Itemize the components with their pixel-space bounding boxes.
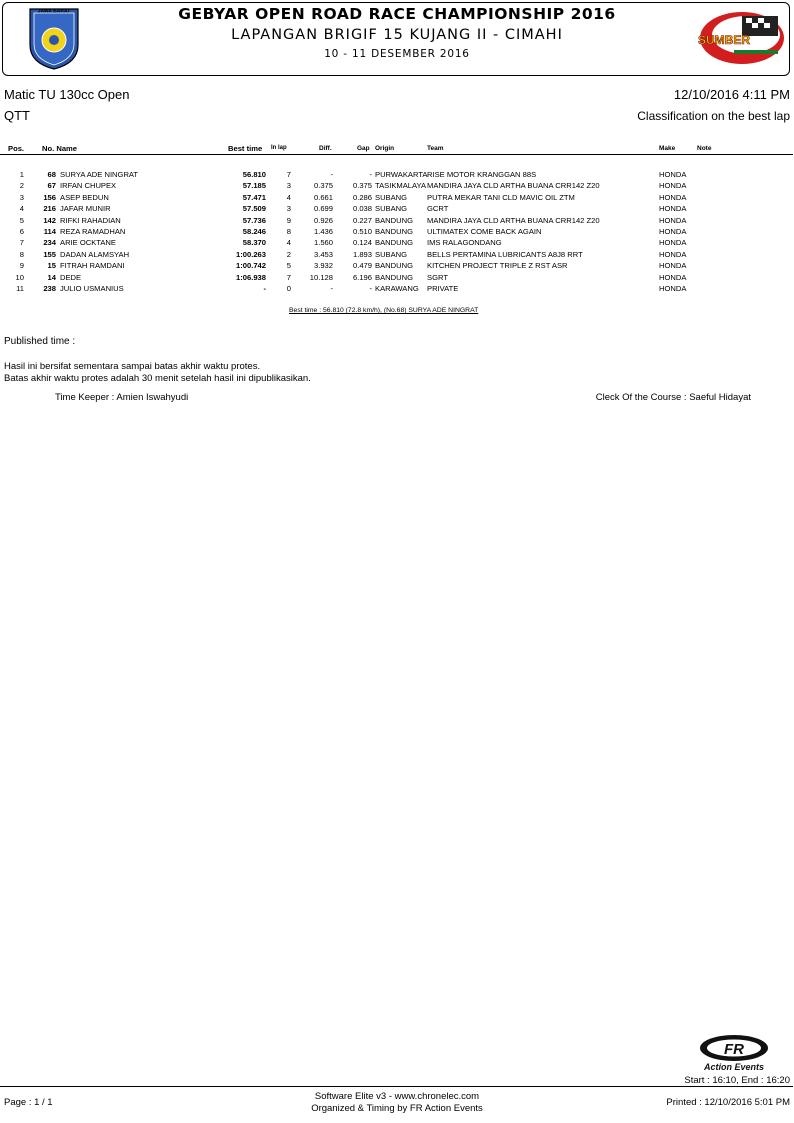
row-make: HONDA: [659, 261, 687, 271]
row-pos: 5: [19, 215, 24, 225]
row-best-time: 57.471: [242, 192, 266, 202]
row-best-time: 58.370: [242, 238, 266, 248]
row-gap: 0.124: [352, 238, 372, 248]
class-name: Matic TU 130cc Open: [4, 87, 130, 102]
table-header-rule: [0, 154, 793, 155]
row-origin: TASIKMALAYA: [375, 181, 427, 191]
row-gap: 0.510: [352, 227, 372, 236]
row-number: 68: [47, 170, 56, 179]
svg-text:JAWA BARAT: JAWA BARAT: [37, 8, 71, 15]
row-gap: -: [369, 284, 372, 293]
col-no-name: No. Name: [42, 144, 78, 153]
table-row: [0, 170, 794, 181]
table-row: [0, 250, 794, 261]
row-rider-name: SURYA ADE NINGRAT: [60, 170, 139, 179]
row-pos: 1: [19, 170, 24, 179]
row-in-lap: 7: [286, 272, 291, 282]
row-team: SGRT: [427, 272, 448, 282]
row-make: HONDA: [659, 170, 687, 179]
row-diff: 0.375: [313, 181, 333, 191]
sumber-sponsor-logo: [694, 8, 786, 68]
published-time: Published time :: [4, 336, 76, 347]
row-best-time: 58.246: [242, 227, 266, 236]
row-team: ULTIMATEX COME BACK AGAIN: [427, 227, 542, 236]
row-team: PUTRA MEKAR TANI CLD MAVIC OIL ZTM: [427, 192, 575, 202]
col-in-lap: In lap: [271, 145, 287, 151]
software-credit: Software Elite v3 - www.chronelec.com: [314, 1091, 480, 1102]
row-best-time: 1:06.938: [236, 272, 266, 282]
col-best-time: Best time: [228, 144, 263, 153]
row-origin: PURWAKARTA: [375, 170, 428, 179]
fr-action-events-logo: [697, 1032, 771, 1072]
row-make: HONDA: [659, 284, 687, 293]
row-origin: BANDUNG: [375, 238, 413, 248]
row-in-lap: 5: [286, 261, 291, 271]
row-rider-name: FITRAH RAMDANI: [60, 261, 125, 271]
row-rider-name: JAFAR MUNIR: [60, 204, 111, 214]
row-gap: 1.893: [352, 249, 372, 259]
row-diff: -: [330, 170, 333, 179]
row-rider-name: JULIO USMANIUS: [60, 284, 124, 293]
row-diff: 10.128: [309, 272, 333, 282]
row-make: HONDA: [659, 204, 687, 214]
classification-type: Classification on the best lap: [637, 109, 790, 123]
row-team: IMS RALAGONDANG: [427, 238, 502, 248]
row-pos: 8: [19, 249, 24, 259]
table-row: [0, 181, 794, 192]
row-in-lap: 3: [286, 204, 291, 214]
row-in-lap: 7: [286, 170, 291, 179]
row-best-time: -: [263, 284, 266, 293]
row-number: 216: [43, 204, 56, 214]
row-gap: 0.227: [352, 215, 372, 225]
col-gap: Gap: [357, 145, 370, 152]
row-number: 238: [43, 284, 56, 293]
table-row: [0, 261, 794, 272]
row-rider-name: DADAN ALAMSYAH: [60, 249, 130, 259]
session-name: QTT: [4, 108, 30, 123]
row-origin: SUBANG: [375, 249, 408, 259]
table-row: [0, 227, 794, 238]
row-rider-name: DEDE: [60, 272, 82, 282]
row-make: HONDA: [659, 227, 687, 236]
row-in-lap: 3: [286, 181, 291, 191]
row-gap: 0.286: [352, 192, 372, 202]
row-diff: -: [330, 284, 333, 293]
row-origin: SUBANG: [375, 204, 408, 214]
row-best-time: 1:00.742: [236, 261, 266, 271]
row-make: HONDA: [659, 249, 687, 259]
row-number: 15: [47, 261, 56, 271]
row-pos: 4: [19, 204, 24, 214]
imi-jabar-logo: [24, 5, 84, 71]
row-origin: BANDUNG: [375, 215, 413, 225]
row-best-time: 1:00.263: [236, 249, 266, 259]
row-rider-name: IRFAN CHUPEX: [60, 181, 117, 191]
row-team: GCRT: [427, 204, 449, 214]
row-make: HONDA: [659, 238, 687, 248]
table-row: [0, 216, 794, 227]
row-origin: KARAWANG: [375, 284, 419, 293]
clerk-of-course: Cleck Of the Course : Saeful Hidayat: [595, 392, 751, 403]
table-row: [0, 273, 794, 284]
row-rider-name: ARIE OCKTANE: [60, 238, 116, 248]
row-pos: 6: [19, 227, 24, 236]
table-row: [0, 238, 794, 249]
row-origin: SUBANG: [375, 192, 408, 202]
row-best-time: 57.185: [242, 181, 266, 191]
col-origin: Origin: [375, 145, 395, 152]
row-gap: 0.375: [352, 181, 372, 191]
row-diff: 1.560: [313, 238, 333, 248]
row-diff: 0.926: [313, 215, 333, 225]
table-row: [0, 204, 794, 215]
row-pos: 3: [19, 192, 24, 202]
table-row: [0, 193, 794, 204]
row-number: 155: [43, 249, 56, 259]
row-team: KITCHEN PROJECT TRIPLE Z RST ASR: [427, 261, 568, 271]
row-rider-name: RIFKI RAHADIAN: [60, 215, 121, 225]
row-in-lap: 4: [286, 192, 291, 202]
row-team: MANDIRA JAYA CLD ARTHA BUANA CRR142 Z20: [427, 181, 600, 191]
row-diff: 3.932: [313, 261, 333, 271]
protest-note-2: Batas akhir waktu protes adalah 30 menit setelah hasil ini dipublikasikan.: [4, 373, 311, 384]
table-row: [0, 284, 794, 295]
row-gap: 0.038: [352, 204, 372, 214]
row-diff: 0.661: [313, 192, 333, 202]
row-origin: BANDUNG: [375, 261, 413, 271]
row-number: 156: [43, 192, 56, 202]
col-pos: Pos.: [8, 144, 25, 153]
row-best-time: 57.736: [242, 215, 266, 225]
page-number: Page : 1 / 1: [4, 1097, 53, 1108]
row-gap: 6.196: [352, 272, 372, 282]
svg-text:SUMBER: SUMBER: [697, 33, 751, 47]
col-note: Note: [697, 145, 712, 152]
organizer-credit: Organized & Timing by FR Action Events: [311, 1103, 483, 1114]
svg-text:FR: FR: [724, 1041, 744, 1058]
col-team: Team: [427, 145, 444, 152]
row-gap: -: [369, 170, 372, 179]
row-pos: 9: [19, 261, 24, 271]
row-pos: 7: [19, 238, 24, 248]
best-time-note: Best time : 56.810 (72.8 km/h), (No.68) SURYA ADE NINGRAT: [289, 307, 479, 314]
start-end-time: Start : 16:10, End : 16:20: [684, 1075, 790, 1086]
row-number: 14: [47, 272, 56, 282]
row-make: HONDA: [659, 215, 687, 225]
row-in-lap: 0: [286, 284, 291, 293]
row-make: HONDA: [659, 272, 687, 282]
row-diff: 0.699: [313, 204, 333, 214]
row-team: RISE MOTOR KRANGGAN 88S: [427, 170, 537, 179]
row-in-lap: 2: [286, 249, 291, 259]
row-gap: 0.479: [352, 261, 372, 271]
row-diff: 1.436: [313, 227, 333, 236]
row-rider-name: ASEP BEDUN: [60, 192, 109, 202]
row-number: 142: [43, 215, 56, 225]
row-in-lap: 9: [286, 215, 291, 225]
col-make: Make: [659, 145, 676, 152]
row-rider-name: REZA RAMADHAN: [60, 227, 126, 236]
row-make: HONDA: [659, 181, 687, 191]
col-diff: Diff.: [319, 145, 332, 152]
row-team: MANDIRA JAYA CLD ARTHA BUANA CRR142 Z20: [427, 215, 600, 225]
footer-rule: [0, 1086, 793, 1087]
row-pos: 11: [16, 284, 24, 293]
printed-time: Printed : 12/10/2016 5:01 PM: [666, 1097, 790, 1108]
row-number: 67: [47, 181, 56, 191]
event-dates: 10 - 11 DESEMBER 2016: [324, 48, 470, 60]
svg-text:Action Events: Action Events: [703, 1062, 765, 1072]
row-pos: 10: [15, 272, 24, 282]
event-title: GEBYAR OPEN ROAD RACE CHAMPIONSHIP 2016: [178, 5, 616, 23]
row-in-lap: 4: [286, 238, 291, 248]
row-team: PRIVATE: [427, 284, 459, 293]
time-keeper: Time Keeper : Amien Iswahyudi: [55, 392, 189, 403]
row-origin: BANDUNG: [375, 227, 413, 236]
row-team: BELLS PERTAMINA LUBRICANTS A8J8 RRT: [427, 249, 583, 259]
row-number: 114: [43, 227, 56, 236]
row-number: 234: [43, 238, 56, 248]
protest-note-1: Hasil ini bersifat sementara sampai batas akhir waktu protes.: [4, 361, 261, 372]
row-origin: BANDUNG: [375, 272, 413, 282]
row-in-lap: 8: [286, 227, 291, 236]
row-make: HONDA: [659, 192, 687, 202]
row-best-time: 57.509: [242, 204, 266, 214]
event-venue: LAPANGAN BRIGIF 15 KUJANG II - CIMAHI: [231, 27, 563, 43]
row-best-time: 56.810: [242, 170, 266, 179]
row-pos: 2: [19, 181, 24, 191]
row-diff: 3.453: [313, 249, 333, 259]
report-datetime: 12/10/2016 4:11 PM: [673, 87, 790, 102]
